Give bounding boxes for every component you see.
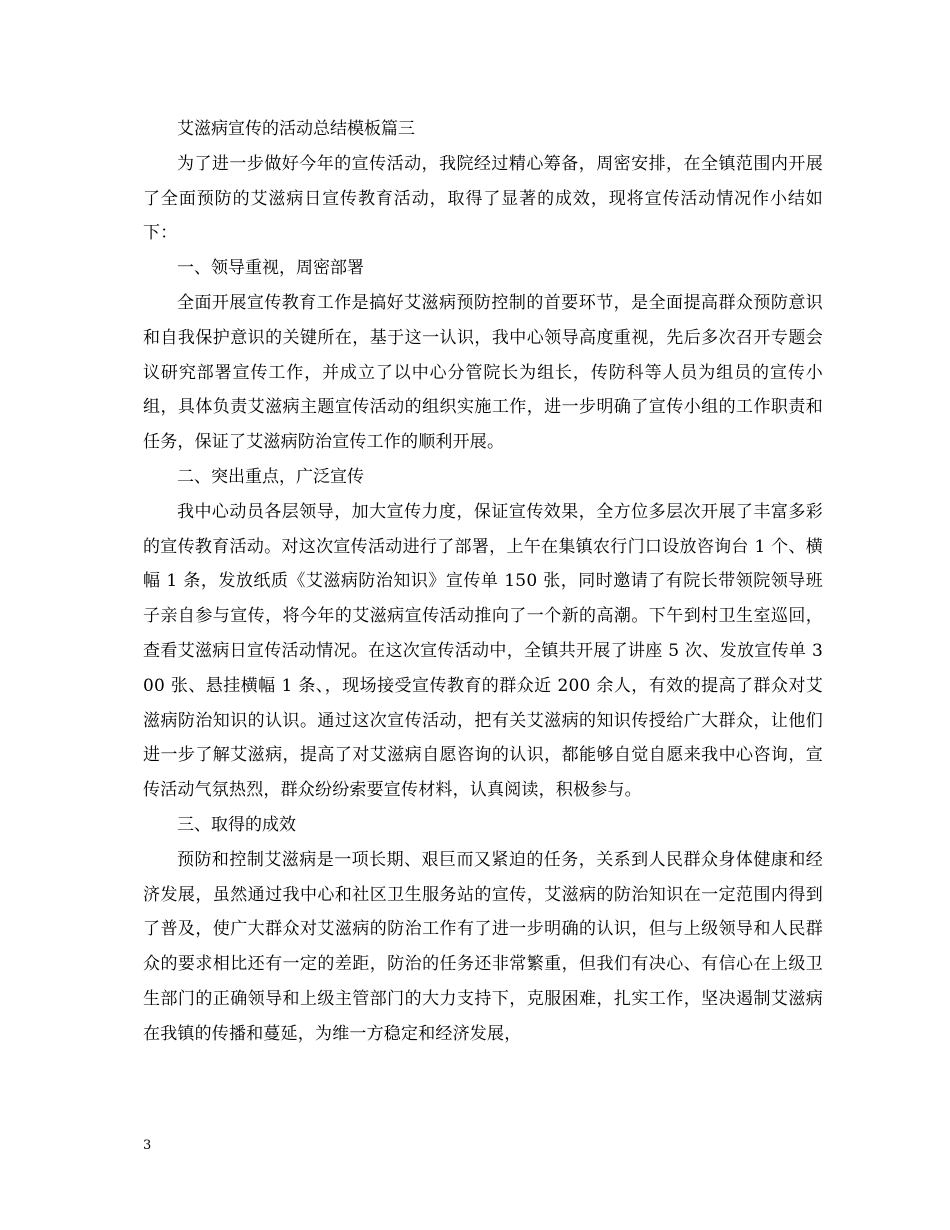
intro-paragraph: 为了进一步做好今年的宣传活动，我院经过精心筹备，周密安排，在全镇范围内开展了全面预防的艾滋病日宣传教育活动，取得了显著的成效，现将宣传活动情况作小结如下： bbox=[143, 153, 823, 244]
section-heading-2: 二、突出重点，广泛宣传 bbox=[177, 466, 364, 487]
section-heading-1: 一、领导重视，周密部署 bbox=[177, 258, 364, 279]
section-1-paragraph: 全面开展宣传教育工作是搞好艾滋病预防控制的首要环节，是全面提高群众预防意识和自我保护意识的关键所在，基于这一认识，我中心领导高度重视，先后多次召开专题会议研究部署宣传工作，并成立了以中心分管院长为组长，传防科等人员为组员的宣传小组，具体负责艾滋病主题宣传活动的组织实施工作，进一步明确了宣传小组的工作职责和任务，保证了艾滋病防治宣传工作的顺利开展。 bbox=[143, 292, 823, 453]
section-2-paragraph: 我中心动员各层领导，加大宣传力度，保证宣传效果，全方位多层次开展了丰富多彩的宣传教育活动。对这次宣传活动进行了部署，上午在集镇农行门口设放咨询台 1 个、横幅 1 条，发放纸质《艾滋病防治知识》宣传单 150 张，同时邀请了有院长带领院领导班子亲自参与宣传，将今年的艾滋病宣传活动推向了一个新的高潮。下午到村卫生室巡回，查看艾滋病日宣传活动情况。在这次宣传活动中，全镇共开展了讲座 5 次、发放宣传单 300 张、悬挂横幅 1 条、，现场接受宣传教育的群众近 200 余人，有效的提高了群众对艾滋病防治知识的认识。通过这次宣传活动，把有关艾滋病的知识传授给广大群众，让他们进一步了解艾滋病，提高了对艾滋病自愿咨询的认识，都能够自觉自愿来我中心咨询，宣传活动气氛热烈，群众纷纷索要宣传材料，认真阅读，积极参与。 bbox=[143, 501, 823, 801]
section-3-paragraph: 预防和控制艾滋病是一项长期、艰巨而又紧迫的任务，关系到人民群众身体健康和经济发展，虽然通过我中心和社区卫生服务站的宣传，艾滋病的防治知识在一定范围内得到了普及，使广大群众对艾滋病的防治工作有了进一步明确的认识，但与上级领导和人民群众的要求相比还有一定的差距，防治的任务还非常繁重，但我们有决心、有信心在上级卫生部门的正确领导和上级主管部门的大力支持下，克服困难，扎实工作，坚决遏制艾滋病在我镇的传播和蔓延，为维一方稳定和经济发展， bbox=[143, 849, 823, 1044]
section-heading-3: 三、取得的成效 bbox=[177, 814, 296, 835]
document-body bbox=[143, 112, 823, 1052]
document-title: 艾滋病宣传的活动总结模板篇三 bbox=[177, 119, 415, 139]
page-number: 3 bbox=[143, 1138, 152, 1153]
